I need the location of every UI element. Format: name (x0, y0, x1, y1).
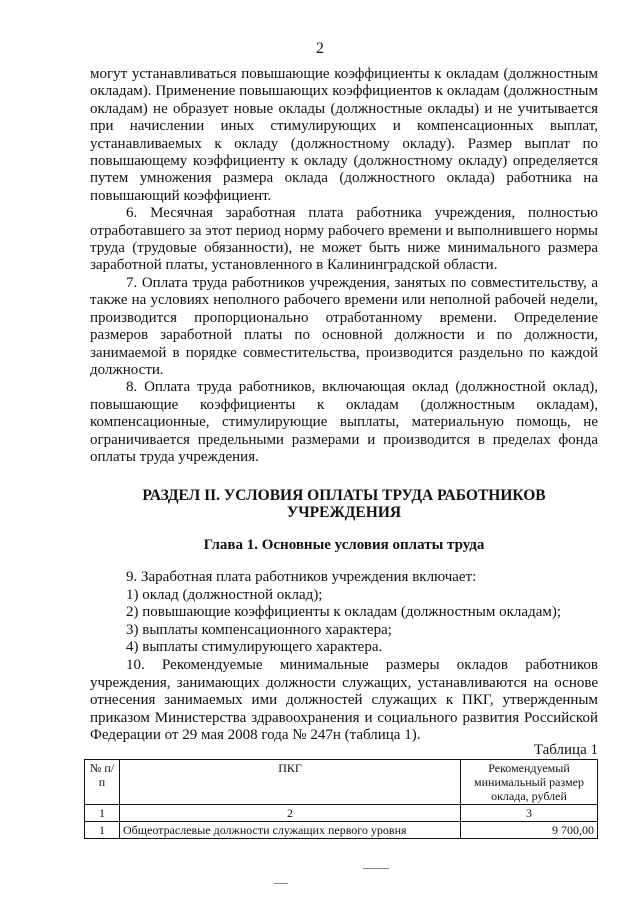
row-salary: 9 700,00 (461, 822, 598, 839)
paragraph-10: 10. Рекомендуемые минимальные размеры окладов работников учреждения, занимающих должности служащих, устанавливаются на основе отнесения занимаемых ими должностей служащих к ПКГ, утвержденным приказом Министерства здравоохранения и социального развития Российской Федерации от 29 мая 2008 года № 247н (таблица 1). (90, 656, 598, 744)
scan-artifact (274, 883, 288, 884)
row-num: 1 (85, 822, 120, 839)
paragraph-6: 6. Месячная заработная плата работника учреждения, полностью отработавшего за этот период норму рабочего времени и выполнившего нормы труда (трудовые обязанности), не может быть ниже минимального размера заработной платы, установленного в Калининградской области. (90, 205, 598, 274)
paragraph-8: 8. Оплата труда работников, включающая оклад (должностной оклад), повышающие коэффициенты к окладам (должностным окладам), компенсационные, стимулирующие выплаты, материальную помощь, не ограничивается предельными размерами и производится в пределах фонда оплаты труда учреждения. (90, 379, 598, 465)
header-pkg: ПКГ (120, 760, 461, 805)
table-caption: Таблица 1 (533, 742, 598, 758)
paragraph-continuation: могут устанавливаться повышающие коэффициенты к окладам (должностным окладам). Применение повышающих коэффициентов к окладам (должностным окладам) не образует новые оклады (должностные оклады) и не учитывается при начислении иных стимулирующих и компенсационных выплат, устанавливаемых к окладу (должностному окладу). Размер выплат по повышающему коэффициенту к окладу (должностному окладу) определяется путем умножения размера оклада (должностного оклада) работника на повышающий коэффициент. (90, 66, 598, 204)
list-item: 2) повышающие коэффициенты к окладам (должностным окладам); (126, 604, 562, 621)
column-number: 3 (461, 805, 598, 822)
page-number: 2 (316, 40, 324, 57)
header-num: № п/п (85, 760, 120, 805)
salary-table (84, 759, 598, 839)
row-pkg: Общеотраслевые должности служащих первого уровня (120, 822, 461, 839)
chapter-title: Глава 1. Основные условия оплаты труда (203, 537, 485, 553)
list-item: 1) оклад (должностной оклад); (126, 586, 323, 603)
list-item: 4) выплаты стимулирующего характера. (126, 639, 383, 656)
table-row (85, 822, 598, 839)
list-item: 3) выплаты компенсационного характера; (126, 621, 392, 638)
section-title: РАЗДЕЛ II. УСЛОВИЯ ОПЛАТЫ ТРУДА РАБОТНИКОВ УЧРЕЖДЕНИЯ (142, 487, 546, 521)
list-block (90, 569, 598, 745)
body-text (90, 66, 598, 466)
scan-artifact (363, 868, 389, 869)
paragraph-7: 7. Оплата труда работников учреждения, занятых по совместительству, а также на условиях неполного рабочего времени или неполной рабочей недели, производится пропорционально отработанному времени. Определение размеров заработной платы по основной должности и по должности, занимаемой в порядке совместительства, производится раздельно по каждой должности. (90, 274, 598, 378)
column-number: 1 (85, 805, 120, 822)
table-column-numbers-row (85, 805, 598, 822)
column-number: 2 (120, 805, 461, 822)
table-header-row (85, 760, 598, 805)
list-intro: 9. Заработная плата работников учреждения включает: (126, 569, 477, 585)
header-salary: Рекомендуемый минимальный размер оклада, рублей (461, 760, 598, 805)
